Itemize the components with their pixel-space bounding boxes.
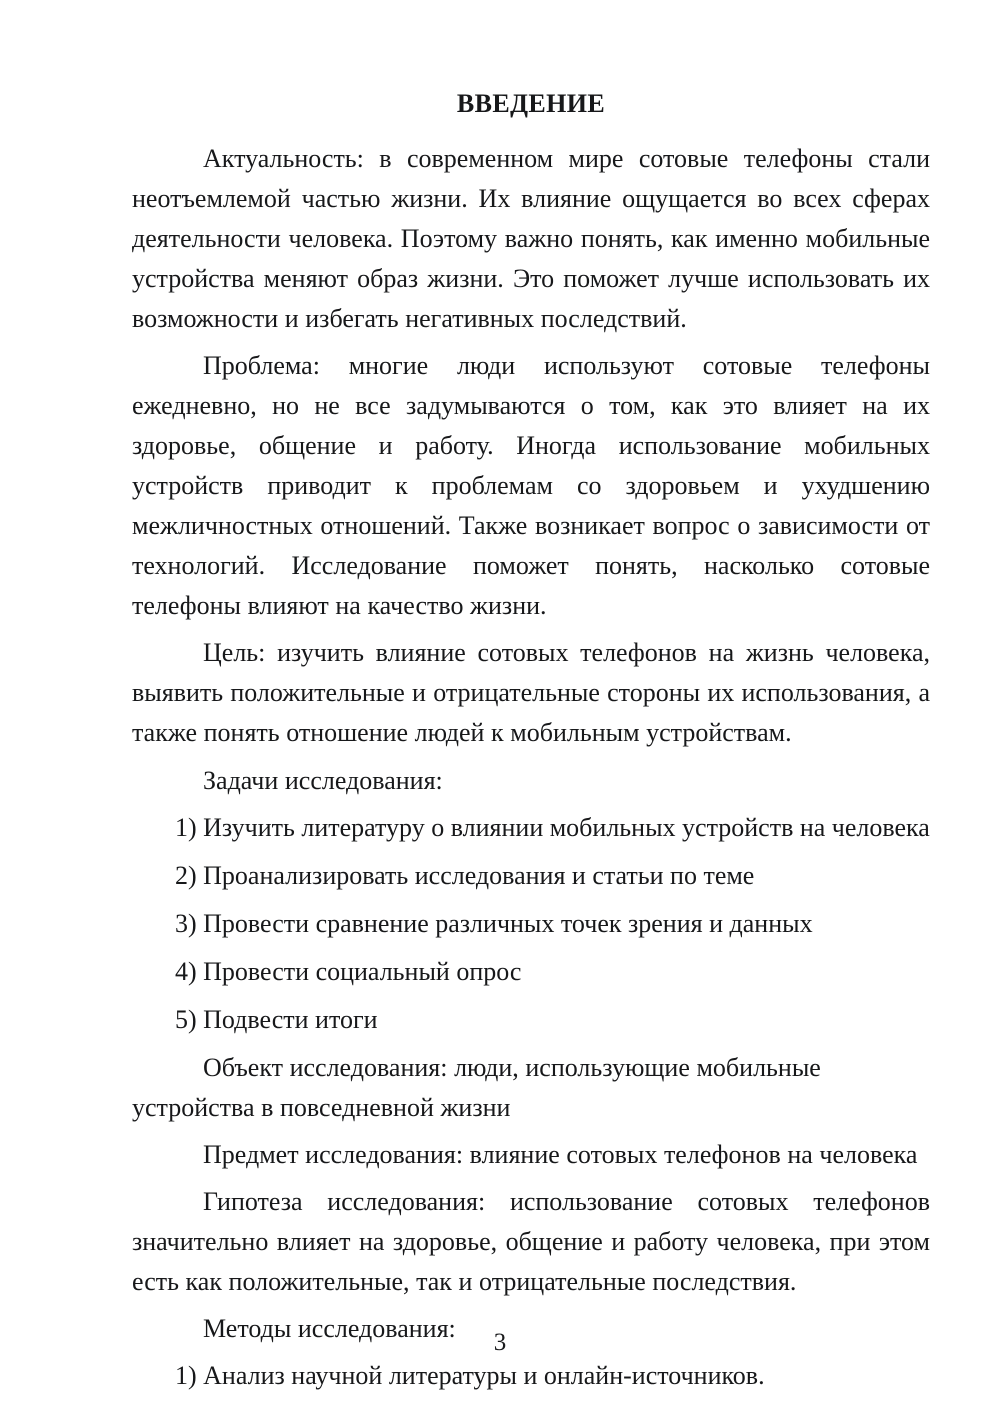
list-item: 4) Провести социальный опрос bbox=[175, 956, 522, 986]
paragraph-object: Объект исследования: люди, использующие мобильные устройства в повседневной жизни bbox=[132, 1052, 821, 1122]
tasks-list bbox=[132, 808, 930, 1040]
heading-methods: Методы исследования: bbox=[203, 1313, 456, 1343]
paragraph-relevance: Актуальность: в современном мире сотовые телефоны стали неотъемлемой частью жизни. Их влияние ощущается во всех сферах деятельности человека. Поэтому важно понять, как именно мобильные устройства меняют образ жизни. Это поможет лучше использовать их возможности и избегать негативных последствий. bbox=[132, 143, 930, 333]
paragraph-subject: Предмет исследования: влияние сотовых телефонов на человека bbox=[203, 1139, 918, 1169]
paragraph-goal: Цель: изучить влияние сотовых телефонов на жизнь человека, выявить положительные и отрицательные стороны их использования, а также понять отношение людей к мобильным устройствам. bbox=[132, 637, 930, 747]
heading-tasks: Задачи исследования: bbox=[203, 765, 443, 795]
document-body bbox=[132, 86, 930, 1404]
page-title: ВВЕДЕНИЕ bbox=[456, 89, 606, 118]
page-number: 3 bbox=[493, 1329, 507, 1356]
list-item: 1) Изучить литературу о влиянии мобильных устройств на человека bbox=[175, 812, 930, 842]
list-item: 5) Подвести итоги bbox=[175, 1004, 378, 1034]
list-item: 2) Проанализировать исследования и статьи по теме bbox=[175, 860, 755, 890]
list-item: 1) Анализ научной литературы и онлайн-источников. bbox=[175, 1360, 765, 1390]
methods-list bbox=[132, 1356, 930, 1396]
list-item: 3) Провести сравнение различных точек зрения и данных bbox=[175, 908, 813, 938]
paragraph-hypothesis: Гипотеза исследования: использование сотовых телефонов значительно влияет на здоровье, общение и работу человека, при этом есть как положительные, так и отрицательные последствия. bbox=[132, 1186, 930, 1296]
paragraph-problem: Проблема: многие люди используют сотовые телефоны ежедневно, но не все задумываются о том, как это влияет на их здоровье, общение и работу. Иногда использование мобильных устройств приводит к проблемам со здоровьем и ухудшению межличностных отношений. Также возникает вопрос о зависимости от технологий. Исследование поможет понять, насколько сотовые телефоны влияют на качество жизни. bbox=[132, 350, 930, 620]
